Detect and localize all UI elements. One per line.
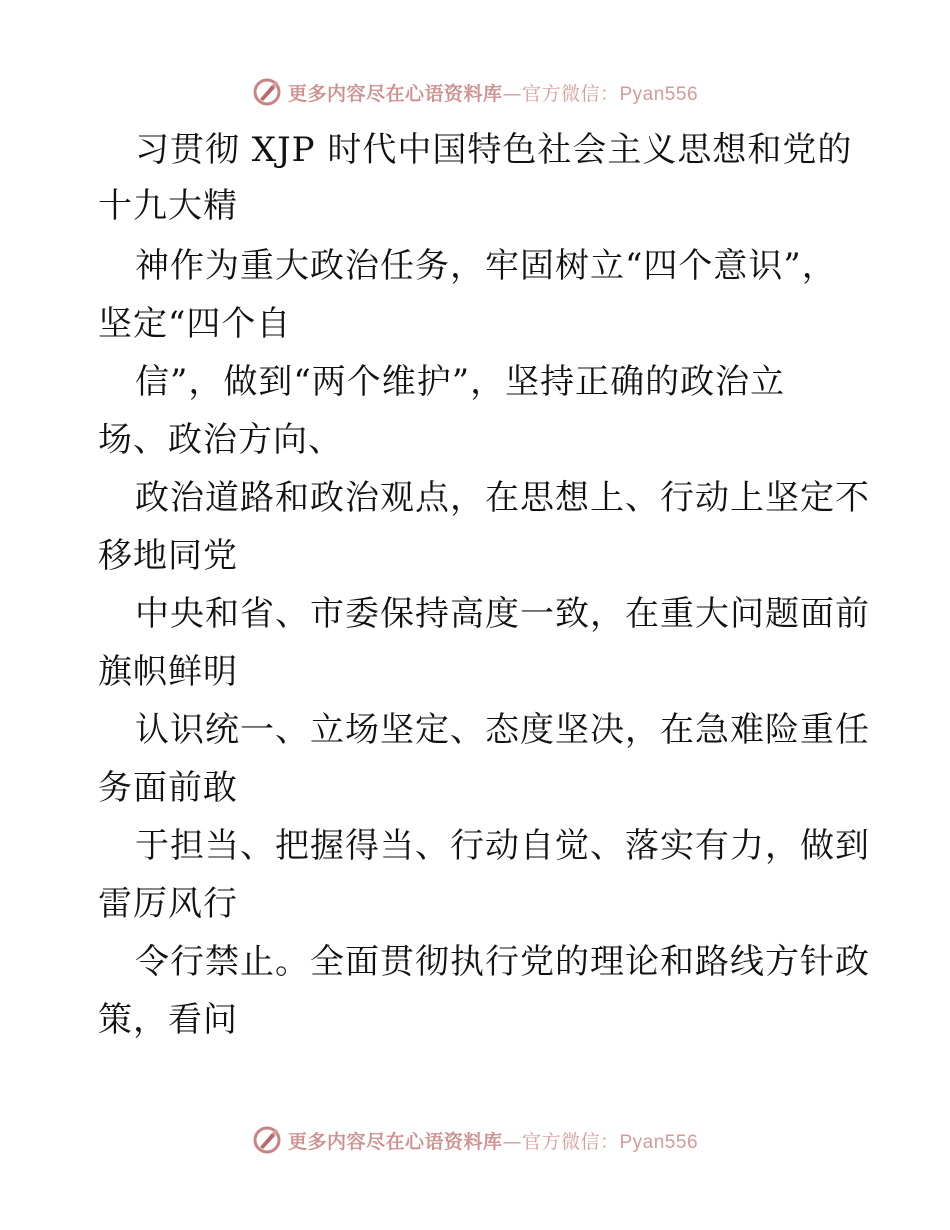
watermark-suffix: 官方微信： xyxy=(521,82,620,105)
paragraph-line: 认识统一、立场坚定、态度坚决，在急难险重任 xyxy=(135,710,870,750)
watermark-separator: — xyxy=(502,1130,522,1153)
paragraph-line: 政治道路和政治观点，在思想上、行动上坚定不 xyxy=(135,478,870,518)
watermark-id: Pyan556 xyxy=(619,1131,699,1153)
paragraph-line: 令行禁止。全面贯彻执行党的理论和路线方针政 xyxy=(135,942,870,982)
paragraph-line: 策，看问 xyxy=(98,1000,238,1040)
paragraph-line: 中央和省、市委保持高度一致，在重大问题面前 xyxy=(135,594,870,634)
watermark-suffix: 官方微信： xyxy=(521,1130,620,1153)
watermark-separator: — xyxy=(502,82,522,105)
paragraph-line: 场、政治方向、 xyxy=(98,420,343,460)
pen-logo-icon xyxy=(252,1125,282,1155)
paragraph-line: 坚定“四个自 xyxy=(98,304,292,344)
paragraph-line: 移地同党 xyxy=(98,536,238,576)
paragraph-line: 旗帜鲜明 xyxy=(98,652,238,692)
paragraph-line: 雷厉风行 xyxy=(98,884,238,924)
watermark-text xyxy=(288,79,698,106)
paragraph-line: 神作为重大政治任务，牢固树立“四个意识”， xyxy=(135,246,837,286)
paragraph-line: 于担当、把握得当、行动自觉、落实有力，做到 xyxy=(135,826,870,866)
paragraph-line: 十九大精 xyxy=(98,186,238,226)
footer-watermark xyxy=(0,1120,950,1160)
watermark-text xyxy=(288,1127,698,1154)
paragraph-line: 习贯彻 XJP 时代中国特色社会主义思想和党的 xyxy=(135,130,853,170)
paragraph-line: 务面前敢 xyxy=(98,768,238,808)
watermark-id: Pyan556 xyxy=(619,83,699,105)
paragraph-line: 信”，做到“两个维护”，坚持正确的政治立 xyxy=(135,362,786,402)
watermark-main: 更多内容尽在心语资料库 xyxy=(287,82,503,105)
watermark-main: 更多内容尽在心语资料库 xyxy=(287,1130,503,1153)
header-watermark xyxy=(0,72,950,112)
pen-logo-icon xyxy=(252,77,282,107)
